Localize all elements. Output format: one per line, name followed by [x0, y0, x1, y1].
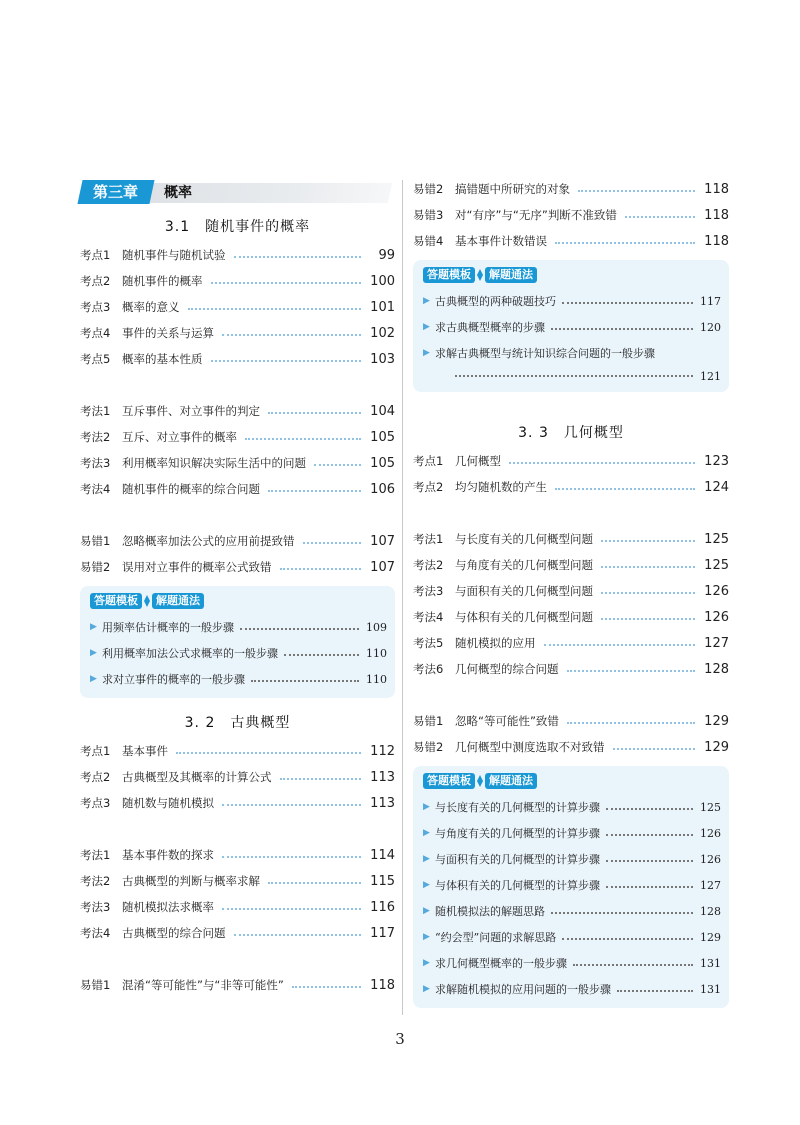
entry-text: 随机事件的概率的综合问题 — [122, 482, 260, 496]
leader-dots — [268, 490, 361, 492]
box-label-right: 解题通法 — [152, 593, 204, 609]
tip-item — [90, 614, 387, 640]
entry-text: 忽略“等可能性”致错 — [455, 714, 559, 728]
left-column — [80, 180, 395, 998]
entry-text: 搞错题中所研究的对象 — [455, 182, 570, 196]
section-title: 3. 2 古典概型 — [184, 715, 291, 731]
entry-text: 概率的意义 — [122, 300, 180, 314]
chapter-header — [80, 180, 395, 204]
box-label-left: 答题模板 — [423, 773, 475, 789]
entry-page: 118 — [370, 977, 395, 993]
leader-dots — [222, 804, 361, 806]
box-label-right: 解题通法 — [485, 773, 537, 789]
triangle-right-icon: ▶ — [423, 322, 430, 332]
entry-label: 易错1 — [413, 714, 444, 728]
tip-item — [423, 872, 721, 898]
entry-text: 基本事件 — [122, 744, 168, 758]
tip-page: 125 — [700, 800, 721, 814]
entry-page: 127 — [704, 635, 729, 651]
entry-text: 随机事件与随机试验 — [122, 248, 226, 262]
yicuo-list — [80, 972, 395, 998]
tip-page: 110 — [366, 646, 387, 660]
leader-dots — [578, 190, 695, 192]
entry-text: 随机模拟的应用 — [455, 636, 536, 650]
toc-entry — [80, 476, 395, 502]
toc-entry — [80, 920, 395, 946]
toc-entry — [413, 578, 729, 604]
leader-dots — [606, 834, 693, 836]
entry-text: 古典概型及其概率的计算公式 — [122, 770, 272, 784]
entry-page: 125 — [704, 557, 729, 573]
leader-dots — [234, 934, 362, 936]
answer-template-box — [80, 586, 395, 698]
entry-text: 混淆“等可能性”与“非等可能性” — [122, 978, 284, 992]
triangle-right-icon: ▶ — [90, 674, 97, 684]
toc-entry — [413, 734, 729, 760]
entry-text: 忽略概率加法公式的应用前提致错 — [122, 534, 295, 548]
leader-dots — [303, 542, 362, 544]
entry-page: 116 — [370, 899, 395, 915]
toc-entry — [80, 868, 395, 894]
leader-dots — [625, 216, 695, 218]
tip-page: 129 — [700, 930, 721, 944]
toc-entry — [413, 656, 729, 682]
entry-label: 考点4 — [80, 326, 111, 340]
tip-text: 古典概型的两种破题技巧 — [435, 295, 556, 308]
entry-text: 随机模拟法求概率 — [122, 900, 214, 914]
leader-dots — [562, 938, 693, 940]
entry-page: 113 — [370, 769, 395, 785]
entry-label: 考法3 — [413, 584, 444, 598]
entry-label: 考法3 — [80, 900, 111, 914]
entry-text: 利用概率知识解决实际生活中的问题 — [122, 456, 306, 470]
toc-entry — [413, 552, 729, 578]
entry-text: 基本事件计数错误 — [455, 234, 547, 248]
entry-page: 126 — [704, 609, 729, 625]
entry-page: 126 — [704, 583, 729, 599]
chapter-title: 概率 — [164, 185, 192, 201]
toc-entry — [80, 294, 395, 320]
leader-dots — [292, 986, 361, 988]
toc-entry — [413, 474, 729, 500]
tip-item — [90, 666, 387, 692]
entry-page: 100 — [370, 273, 395, 289]
answer-template-box — [413, 766, 729, 1008]
toc-entry — [413, 228, 729, 254]
entry-label: 考点3 — [80, 796, 111, 810]
leader-dots — [555, 242, 695, 244]
toc-entry — [413, 630, 729, 656]
toc-entry — [80, 528, 395, 554]
leader-dots — [601, 540, 695, 542]
section-title: 3. 3 几何概型 — [518, 425, 624, 441]
tip-text: 与面积有关的几何概型的计算步骤 — [435, 853, 600, 866]
tip-text: 求解随机模拟的应用问题的一般步骤 — [435, 983, 611, 996]
tip-text: 与长度有关的几何概型的计算步骤 — [435, 801, 600, 814]
tip-text: 求几何概型概率的一般步骤 — [435, 957, 567, 970]
tip-item — [423, 820, 721, 846]
entry-label: 考点5 — [80, 352, 111, 366]
leader-dots — [176, 752, 361, 754]
toc-entry — [80, 424, 395, 450]
leader-dots — [509, 462, 695, 464]
entry-label: 考点1 — [80, 744, 111, 758]
tip-page: 121 — [700, 369, 721, 383]
entry-label: 易错4 — [413, 234, 444, 248]
entry-page: 104 — [370, 403, 395, 419]
entry-label: 易错2 — [413, 182, 444, 196]
leader-dots — [211, 360, 362, 362]
entry-label: 考法2 — [413, 558, 444, 572]
triangle-right-icon: ▶ — [423, 958, 430, 968]
tip-text: 求古典概型概率的步骤 — [435, 321, 545, 334]
leader-dots — [562, 302, 693, 304]
entry-text: 与角度有关的几何概型问题 — [455, 558, 593, 572]
entry-text: 与长度有关的几何概型问题 — [455, 532, 593, 546]
leader-dots — [280, 778, 362, 780]
toc-entry — [80, 450, 395, 476]
entry-page: 118 — [704, 181, 729, 197]
diamond-icon — [476, 267, 484, 283]
entry-text: 事件的关系与运算 — [122, 326, 214, 340]
triangle-right-icon: ▶ — [90, 622, 97, 632]
diamond-icon — [476, 773, 484, 789]
entry-page: 113 — [370, 795, 395, 811]
tip-page: 126 — [700, 852, 721, 866]
tip-text: 与角度有关的几何概型的计算步骤 — [435, 827, 600, 840]
toc-entry — [80, 268, 395, 294]
triangle-right-icon: ▶ — [423, 348, 430, 358]
leader-dots — [544, 644, 696, 646]
toc-entry — [413, 604, 729, 630]
entry-text: 随机数与随机模拟 — [122, 796, 214, 810]
entry-text: 几何概型的综合问题 — [455, 662, 559, 676]
triangle-right-icon: ▶ — [423, 984, 430, 994]
entry-text: 均匀随机数的产生 — [455, 480, 547, 494]
entry-page: 129 — [704, 739, 729, 755]
yicuo-list — [80, 528, 395, 580]
entry-page: 114 — [370, 847, 395, 863]
triangle-right-icon: ▶ — [423, 828, 430, 838]
tip-item-continued — [423, 366, 721, 386]
tip-item — [423, 314, 721, 340]
triangle-right-icon: ▶ — [423, 906, 430, 916]
entry-page: 117 — [370, 925, 395, 941]
entry-label: 考法4 — [413, 610, 444, 624]
entry-page: 129 — [704, 713, 729, 729]
entry-label: 考法4 — [80, 482, 111, 496]
entry-page: 118 — [704, 207, 729, 223]
triangle-right-icon: ▶ — [90, 648, 97, 658]
entry-label: 考法1 — [413, 532, 444, 546]
tip-text: 求解古典概型与统计知识综合问题的一般步骤 — [435, 347, 655, 360]
leader-dots — [601, 592, 695, 594]
tip-item — [423, 976, 721, 1002]
entry-page: 101 — [370, 299, 395, 315]
triangle-right-icon: ▶ — [423, 802, 430, 812]
tip-text: 利用概率加法公式求概率的一般步骤 — [102, 647, 278, 660]
entry-label: 考点2 — [80, 770, 111, 784]
leader-dots — [606, 808, 693, 810]
toc-entry — [80, 764, 395, 790]
entry-text: 古典概型的综合问题 — [122, 926, 226, 940]
entry-label: 考点1 — [80, 248, 111, 262]
tip-item — [90, 640, 387, 666]
answer-template-box — [413, 260, 729, 392]
entry-page: 103 — [370, 351, 395, 367]
box-header — [423, 266, 721, 284]
tip-page: 131 — [700, 982, 721, 996]
tip-text: 与体积有关的几何概型的计算步骤 — [435, 879, 600, 892]
toc-entry — [80, 320, 395, 346]
entry-page: 107 — [370, 559, 395, 575]
leader-dots — [222, 856, 361, 858]
tip-text: 随机模拟法的解题思路 — [435, 905, 545, 918]
box-header — [90, 592, 387, 610]
leader-dots — [567, 722, 695, 724]
entry-label: 考点2 — [413, 480, 444, 494]
triangle-right-icon: ▶ — [423, 932, 430, 942]
entry-label: 易错2 — [413, 740, 444, 754]
box-label-left: 答题模板 — [423, 267, 475, 283]
entry-text: 误用对立事件的概率公式致错 — [122, 560, 272, 574]
entry-text: 几何概型中测度选取不对致错 — [455, 740, 605, 754]
tip-item — [423, 794, 721, 820]
entry-text: 古典概型的判断与概率求解 — [122, 874, 260, 888]
entry-label: 考法2 — [80, 874, 111, 888]
toc-entry — [413, 176, 729, 202]
entry-label: 考法2 — [80, 430, 111, 444]
yicuo-list — [413, 176, 729, 254]
entry-label: 考法6 — [413, 662, 444, 676]
leader-dots — [211, 282, 362, 284]
tip-page: 109 — [366, 620, 387, 634]
right-column — [413, 176, 729, 1016]
tip-item — [423, 950, 721, 976]
leader-dots — [617, 990, 693, 992]
entry-label: 考法4 — [80, 926, 111, 940]
tip-list — [423, 794, 721, 1002]
entry-label: 考点2 — [80, 274, 111, 288]
toc-entry — [80, 398, 395, 424]
tip-page: 126 — [700, 826, 721, 840]
diamond-icon — [143, 593, 151, 609]
entry-page: 125 — [704, 531, 729, 547]
leader-dots — [606, 860, 693, 862]
entry-page: 102 — [370, 325, 395, 341]
tip-list — [90, 614, 387, 692]
leader-dots — [280, 568, 362, 570]
leader-dots — [601, 566, 695, 568]
toc-entry — [80, 894, 395, 920]
entry-text: 基本事件数的探求 — [122, 848, 214, 862]
entry-label: 考法1 — [80, 848, 111, 862]
triangle-right-icon: ▶ — [423, 880, 430, 890]
entry-text: 概率的基本性质 — [122, 352, 203, 366]
column-divider — [402, 180, 403, 1015]
leader-dots — [284, 654, 359, 656]
toc-entry — [413, 202, 729, 228]
toc-entry — [80, 554, 395, 580]
page-number: 3 — [395, 1030, 405, 1048]
leader-dots — [222, 334, 361, 336]
section-title: 3.1 随机事件的概率 — [164, 219, 311, 235]
kaodian-list — [413, 448, 729, 500]
tip-text: “约会型”问题的求解思路 — [435, 931, 557, 944]
leader-dots — [251, 680, 359, 682]
kaofa-list — [413, 526, 729, 682]
entry-page: 106 — [370, 481, 395, 497]
entry-page: 105 — [370, 455, 395, 471]
kaodian-list — [80, 738, 395, 816]
toc-entry — [80, 842, 395, 868]
entry-page: 115 — [370, 873, 395, 889]
leader-dots — [601, 618, 695, 620]
tip-item — [423, 846, 721, 872]
entry-label: 易错2 — [80, 560, 111, 574]
leader-dots — [222, 908, 361, 910]
tip-page: 110 — [366, 672, 387, 686]
triangle-right-icon: ▶ — [423, 854, 430, 864]
entry-text: 与面积有关的几何概型问题 — [455, 584, 593, 598]
leader-dots — [234, 256, 362, 258]
leader-dots — [268, 882, 361, 884]
leader-dots — [245, 438, 361, 440]
entry-page: 124 — [704, 479, 729, 495]
leader-dots — [567, 670, 696, 672]
tip-page: 127 — [700, 878, 721, 892]
leader-dots — [188, 308, 362, 310]
kaodian-list — [80, 242, 395, 372]
toc-entry — [413, 448, 729, 474]
triangle-right-icon: ▶ — [423, 296, 430, 306]
leader-dots — [613, 748, 696, 750]
entry-label: 易错3 — [413, 208, 444, 222]
toc-entry — [413, 708, 729, 734]
entry-label: 考法5 — [413, 636, 444, 650]
toc-entry — [80, 972, 395, 998]
tip-page: 120 — [700, 320, 721, 334]
entry-page: 107 — [370, 533, 395, 549]
entry-page: 118 — [704, 233, 729, 249]
entry-page: 105 — [370, 429, 395, 445]
entry-label: 考点3 — [80, 300, 111, 314]
chapter-badge: 第三章 — [77, 180, 154, 204]
tip-list — [423, 288, 721, 340]
box-header — [423, 772, 721, 790]
toc-entry — [413, 526, 729, 552]
leader-dots — [268, 412, 361, 414]
entry-label: 易错1 — [80, 534, 111, 548]
entry-page: 123 — [704, 453, 729, 469]
entry-text: 与体积有关的几何概型问题 — [455, 610, 593, 624]
tip-text: 求对立事件的概率的一般步骤 — [102, 673, 245, 686]
leader-dots — [555, 488, 695, 490]
entry-label: 易错1 — [80, 978, 111, 992]
toc-entry — [80, 346, 395, 372]
tip-item — [423, 340, 721, 366]
tip-item — [423, 288, 721, 314]
tip-text: 用频率估计概率的一般步骤 — [102, 621, 234, 634]
box-label-left: 答题模板 — [90, 593, 142, 609]
entry-label: 考法3 — [80, 456, 111, 470]
entry-label: 考点1 — [413, 454, 444, 468]
leader-dots — [551, 912, 693, 914]
entry-label: 考法1 — [80, 404, 111, 418]
leader-dots — [551, 328, 693, 330]
entry-page: 99 — [378, 247, 395, 263]
entry-text: 几何概型 — [455, 454, 501, 468]
tip-item — [423, 924, 721, 950]
leader-dots — [240, 628, 359, 630]
toc-entry — [80, 242, 395, 268]
toc-entry — [80, 738, 395, 764]
leader-dots — [606, 886, 693, 888]
entry-text: 互斥、对立事件的概率 — [122, 430, 237, 444]
kaofa-list — [80, 398, 395, 502]
tip-item — [423, 898, 721, 924]
yicuo-list — [413, 708, 729, 760]
tip-page: 128 — [700, 904, 721, 918]
entry-page: 112 — [370, 743, 395, 759]
box-label-right: 解题通法 — [485, 267, 537, 283]
leader-dots — [573, 964, 693, 966]
kaofa-list — [80, 842, 395, 946]
entry-text: 随机事件的概率 — [122, 274, 203, 288]
leader-dots — [314, 464, 361, 466]
leader-dots — [455, 375, 693, 377]
entry-text: 互斥事件、对立事件的判定 — [122, 404, 260, 418]
toc-entry — [80, 790, 395, 816]
tip-page: 131 — [700, 956, 721, 970]
entry-text: 对“有序”与“无序”判断不准致错 — [455, 208, 617, 222]
tip-page: 117 — [700, 294, 721, 308]
entry-page: 128 — [704, 661, 729, 677]
